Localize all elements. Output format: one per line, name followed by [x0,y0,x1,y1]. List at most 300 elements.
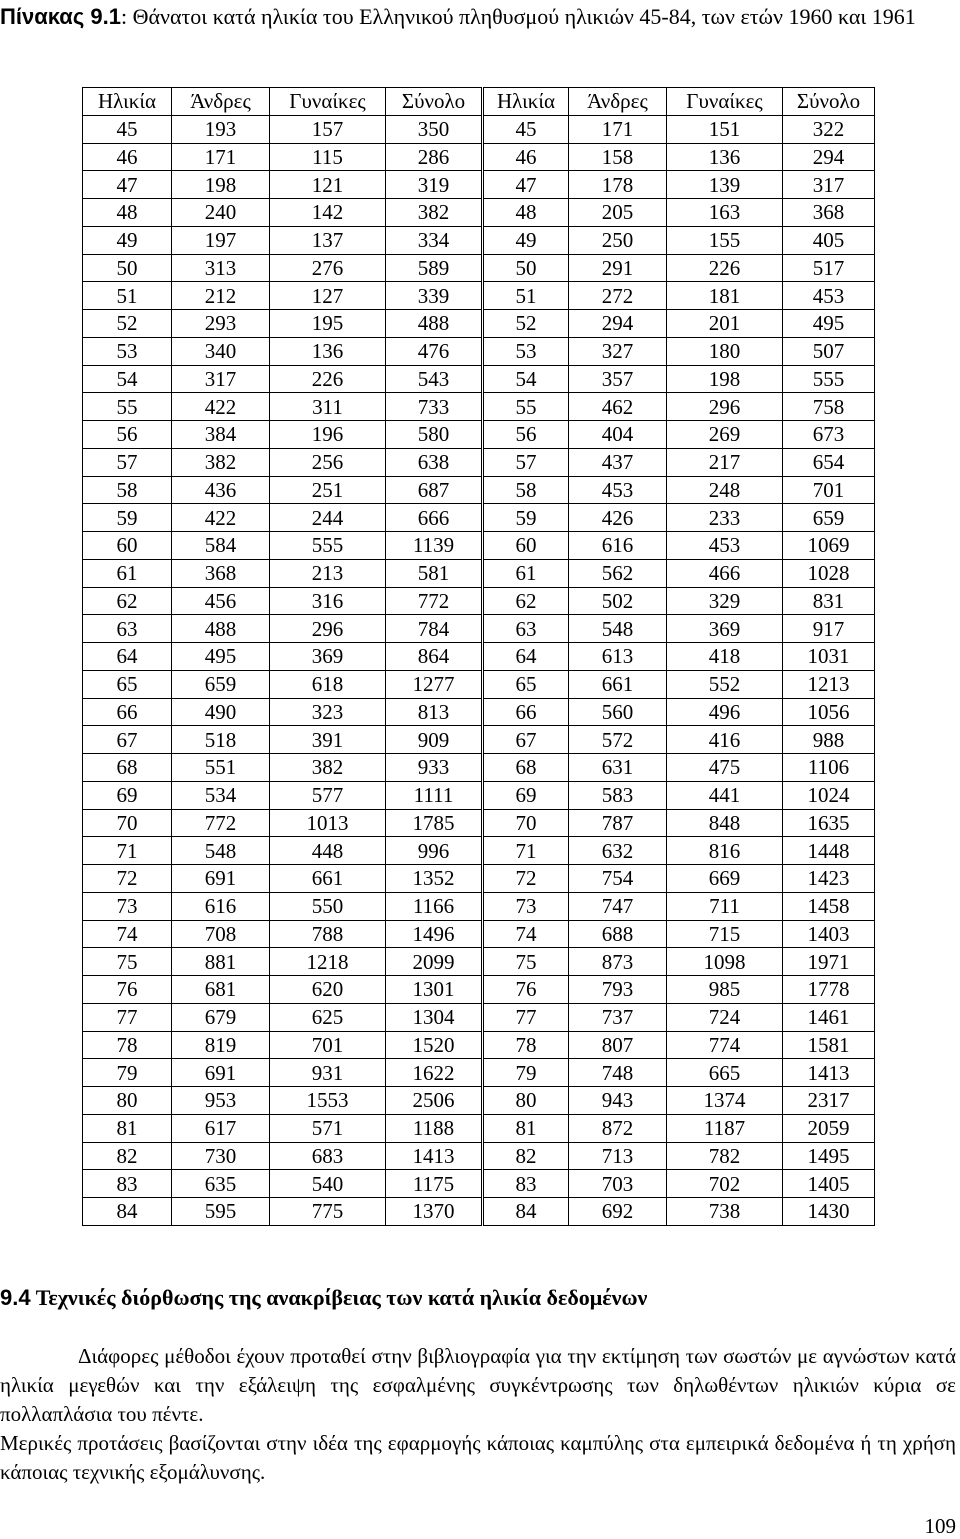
cell-women-1961: 181 [667,282,783,310]
cell-total-1960: 382 [386,199,483,227]
cell-men-1961: 703 [569,1170,667,1198]
cell-men-1960: 495 [172,643,270,671]
cell-total-1961: 1413 [783,1059,875,1087]
cell-age-1960: 69 [83,781,172,809]
cell-women-1961: 453 [667,532,783,560]
table-row [83,504,875,532]
cell-women-1960: 256 [270,448,386,476]
cell-total-1960: 933 [386,754,483,782]
cell-age-1960: 61 [83,559,172,587]
cell-men-1961: 692 [569,1198,667,1226]
cell-men-1961: 572 [569,726,667,754]
cell-women-1961: 248 [667,476,783,504]
cell-men-1960: 293 [172,310,270,338]
cell-age-1960: 47 [83,171,172,199]
cell-women-1960: 369 [270,643,386,671]
cell-men-1960: 340 [172,337,270,365]
cell-women-1961: 329 [667,587,783,615]
cell-total-1960: 2506 [386,1087,483,1115]
table-row [83,115,875,143]
cell-total-1960: 1520 [386,1031,483,1059]
cell-men-1960: 708 [172,920,270,948]
cell-women-1961: 441 [667,781,783,809]
cell-women-1961: 715 [667,920,783,948]
cell-age-1961: 81 [483,1114,569,1142]
cell-women-1960: 620 [270,976,386,1004]
cell-women-1961: 139 [667,171,783,199]
paragraph: Διάφορες μέθοδοι έχουν προταθεί στην βιβλιογραφία για την εκτίμηση των σωστών με αγνώστων κατά ηλικία μεγεθών και την εξάλειψη της εσφαλμένης συγκέντρωσης των δηλωθέντων ηλικιών κύρια σε πολλαπλάσια του πέντε. [0,1344,956,1426]
cell-men-1960: 617 [172,1114,270,1142]
cell-men-1961: 688 [569,920,667,948]
cell-men-1960: 819 [172,1031,270,1059]
cell-men-1960: 436 [172,476,270,504]
header-age-1960: Ηλικία [83,88,172,116]
table-row [83,226,875,254]
cell-men-1960: 659 [172,670,270,698]
cell-men-1960: 953 [172,1087,270,1115]
cell-total-1960: 1370 [386,1198,483,1226]
table-row [83,1031,875,1059]
table-row [83,892,875,920]
cell-total-1960: 1352 [386,865,483,893]
cell-men-1961: 754 [569,865,667,893]
cell-age-1960: 49 [83,226,172,254]
cell-men-1961: 205 [569,199,667,227]
cell-men-1961: 713 [569,1142,667,1170]
cell-age-1960: 57 [83,448,172,476]
cell-men-1960: 171 [172,143,270,171]
cell-total-1960: 638 [386,448,483,476]
cell-age-1960: 67 [83,726,172,754]
cell-women-1960: 195 [270,310,386,338]
table-row [83,1170,875,1198]
cell-age-1961: 48 [483,199,569,227]
cell-men-1960: 691 [172,1059,270,1087]
cell-age-1960: 68 [83,754,172,782]
cell-total-1961: 1031 [783,643,875,671]
cell-total-1960: 1188 [386,1114,483,1142]
section-title: Τεχνικές διόρθωσης της ανακρίβειας των κατά ηλικία δεδομένων [30,1285,648,1310]
cell-age-1961: 58 [483,476,569,504]
cell-women-1960: 1553 [270,1087,386,1115]
table-row [83,421,875,449]
cell-men-1960: 317 [172,365,270,393]
cell-total-1960: 350 [386,115,483,143]
table-row [83,559,875,587]
cell-men-1960: 679 [172,1003,270,1031]
cell-women-1960: 1218 [270,948,386,976]
cell-total-1960: 784 [386,615,483,643]
cell-men-1960: 197 [172,226,270,254]
cell-age-1961: 46 [483,143,569,171]
cell-women-1961: 416 [667,726,783,754]
cell-total-1960: 1304 [386,1003,483,1031]
cell-total-1961: 1461 [783,1003,875,1031]
cell-age-1961: 50 [483,254,569,282]
table-row [83,1142,875,1170]
cell-men-1960: 490 [172,698,270,726]
cell-age-1961: 62 [483,587,569,615]
cell-men-1961: 872 [569,1114,667,1142]
cell-total-1961: 1971 [783,948,875,976]
cell-age-1961: 79 [483,1059,569,1087]
cell-total-1960: 339 [386,282,483,310]
cell-age-1960: 79 [83,1059,172,1087]
cell-men-1961: 613 [569,643,667,671]
cell-men-1960: 534 [172,781,270,809]
cell-men-1960: 730 [172,1142,270,1170]
cell-men-1960: 616 [172,892,270,920]
cell-age-1960: 72 [83,865,172,893]
cell-age-1960: 82 [83,1142,172,1170]
cell-age-1960: 84 [83,1198,172,1226]
cell-total-1960: 733 [386,393,483,421]
cell-men-1961: 943 [569,1087,667,1115]
cell-age-1961: 57 [483,448,569,476]
cell-women-1961: 233 [667,504,783,532]
header-men-1961: Άνδρες [569,88,667,116]
table-row [83,532,875,560]
cell-age-1960: 48 [83,199,172,227]
cell-age-1960: 62 [83,587,172,615]
table-row [83,1114,875,1142]
cell-total-1961: 1069 [783,532,875,560]
cell-women-1960: 571 [270,1114,386,1142]
cell-age-1960: 76 [83,976,172,1004]
cell-men-1961: 250 [569,226,667,254]
cell-age-1960: 55 [83,393,172,421]
paragraph: Μερικές προτάσεις βασίζονται στην ιδέα της εφαρμογής κάποιας καμπύλης στα εμπειρικά δεδομένα ή τη χρήση κάποιας τεχνικής εξομάλυνσης. [0,1431,956,1484]
cell-men-1961: 583 [569,781,667,809]
cell-age-1961: 65 [483,670,569,698]
cell-age-1961: 69 [483,781,569,809]
cell-men-1961: 748 [569,1059,667,1087]
cell-age-1960: 78 [83,1031,172,1059]
cell-women-1960: 244 [270,504,386,532]
cell-age-1960: 71 [83,837,172,865]
cell-men-1961: 453 [569,476,667,504]
cell-women-1960: 121 [270,171,386,199]
cell-age-1961: 70 [483,809,569,837]
cell-age-1961: 74 [483,920,569,948]
cell-women-1961: 466 [667,559,783,587]
cell-total-1961: 517 [783,254,875,282]
table-row [83,587,875,615]
cell-total-1961: 1024 [783,781,875,809]
cell-women-1960: 577 [270,781,386,809]
cell-age-1961: 80 [483,1087,569,1115]
cell-women-1961: 151 [667,115,783,143]
cell-women-1961: 816 [667,837,783,865]
cell-total-1961: 1448 [783,837,875,865]
table-header-row [83,88,875,116]
cell-men-1960: 635 [172,1170,270,1198]
cell-total-1961: 1405 [783,1170,875,1198]
cell-men-1961: 327 [569,337,667,365]
cell-men-1961: 404 [569,421,667,449]
cell-women-1961: 418 [667,643,783,671]
cell-women-1961: 217 [667,448,783,476]
cell-men-1961: 793 [569,976,667,1004]
cell-age-1960: 54 [83,365,172,393]
cell-age-1960: 45 [83,115,172,143]
cell-total-1961: 2317 [783,1087,875,1115]
cell-age-1960: 60 [83,532,172,560]
header-total-1961: Σύνολο [783,88,875,116]
cell-men-1961: 357 [569,365,667,393]
cell-women-1961: 475 [667,754,783,782]
cell-age-1961: 61 [483,559,569,587]
cell-age-1960: 53 [83,337,172,365]
table-row [83,615,875,643]
cell-men-1960: 368 [172,559,270,587]
cell-total-1961: 917 [783,615,875,643]
cell-women-1960: 136 [270,337,386,365]
cell-women-1960: 555 [270,532,386,560]
cell-men-1960: 240 [172,199,270,227]
cell-men-1961: 502 [569,587,667,615]
cell-women-1961: 136 [667,143,783,171]
cell-total-1961: 673 [783,421,875,449]
cell-women-1961: 738 [667,1198,783,1226]
table-row [83,837,875,865]
cell-women-1961: 226 [667,254,783,282]
cell-men-1960: 691 [172,865,270,893]
cell-total-1960: 687 [386,476,483,504]
cell-women-1961: 198 [667,365,783,393]
table-row [83,365,875,393]
cell-age-1961: 71 [483,837,569,865]
cell-women-1961: 1098 [667,948,783,976]
table-row [83,199,875,227]
table-row [83,754,875,782]
cell-age-1960: 66 [83,698,172,726]
cell-women-1960: 625 [270,1003,386,1031]
cell-men-1961: 158 [569,143,667,171]
table-body [83,115,875,1225]
cell-age-1961: 64 [483,643,569,671]
cell-women-1961: 724 [667,1003,783,1031]
cell-total-1961: 1106 [783,754,875,782]
cell-women-1960: 540 [270,1170,386,1198]
cell-age-1961: 84 [483,1198,569,1226]
cell-women-1961: 552 [667,670,783,698]
cell-women-1960: 931 [270,1059,386,1087]
cell-total-1960: 813 [386,698,483,726]
cell-women-1961: 848 [667,809,783,837]
cell-men-1960: 772 [172,809,270,837]
cell-total-1960: 580 [386,421,483,449]
table-row [83,948,875,976]
cell-total-1961: 322 [783,115,875,143]
cell-total-1961: 1213 [783,670,875,698]
cell-men-1961: 294 [569,310,667,338]
cell-total-1961: 368 [783,199,875,227]
cell-total-1960: 334 [386,226,483,254]
cell-age-1960: 73 [83,892,172,920]
table-row [83,254,875,282]
cell-age-1961: 66 [483,698,569,726]
cell-men-1961: 631 [569,754,667,782]
cell-age-1960: 58 [83,476,172,504]
cell-women-1960: 775 [270,1198,386,1226]
cell-women-1960: 296 [270,615,386,643]
cell-women-1960: 196 [270,421,386,449]
cell-men-1960: 212 [172,282,270,310]
cell-women-1961: 269 [667,421,783,449]
cell-men-1961: 632 [569,837,667,865]
cell-women-1960: 323 [270,698,386,726]
cell-age-1961: 78 [483,1031,569,1059]
cell-women-1961: 702 [667,1170,783,1198]
cell-total-1960: 581 [386,559,483,587]
table-row [83,726,875,754]
cell-women-1960: 618 [270,670,386,698]
table-row [83,781,875,809]
cell-total-1960: 286 [386,143,483,171]
cell-men-1961: 462 [569,393,667,421]
cell-age-1960: 75 [83,948,172,976]
cell-men-1961: 426 [569,504,667,532]
cell-men-1960: 456 [172,587,270,615]
cell-men-1960: 548 [172,837,270,865]
cell-total-1961: 1430 [783,1198,875,1226]
header-men-1960: Άνδρες [172,88,270,116]
cell-total-1961: 495 [783,310,875,338]
cell-women-1961: 201 [667,310,783,338]
cell-men-1960: 422 [172,393,270,421]
cell-age-1960: 52 [83,310,172,338]
table-caption [0,2,960,32]
table-row [83,920,875,948]
cell-men-1960: 382 [172,448,270,476]
cell-women-1961: 782 [667,1142,783,1170]
cell-women-1961: 163 [667,199,783,227]
cell-age-1961: 63 [483,615,569,643]
cell-total-1960: 488 [386,310,483,338]
table-row [83,171,875,199]
cell-age-1961: 52 [483,310,569,338]
cell-women-1960: 316 [270,587,386,615]
cell-men-1961: 873 [569,948,667,976]
table-row [83,1087,875,1115]
cell-women-1961: 669 [667,865,783,893]
cell-age-1961: 67 [483,726,569,754]
cell-women-1960: 127 [270,282,386,310]
cell-total-1960: 1413 [386,1142,483,1170]
cell-women-1960: 382 [270,754,386,782]
cell-total-1961: 758 [783,393,875,421]
cell-total-1960: 476 [386,337,483,365]
cell-women-1961: 180 [667,337,783,365]
cell-women-1960: 661 [270,865,386,893]
table-row [83,670,875,698]
cell-age-1960: 56 [83,421,172,449]
cell-women-1961: 296 [667,393,783,421]
cell-women-1960: 391 [270,726,386,754]
cell-total-1960: 319 [386,171,483,199]
cell-total-1961: 1056 [783,698,875,726]
cell-total-1961: 2059 [783,1114,875,1142]
table-row [83,1003,875,1031]
cell-women-1961: 496 [667,698,783,726]
cell-men-1961: 437 [569,448,667,476]
cell-men-1961: 661 [569,670,667,698]
cell-age-1961: 45 [483,115,569,143]
cell-age-1961: 76 [483,976,569,1004]
cell-total-1960: 1175 [386,1170,483,1198]
cell-men-1960: 551 [172,754,270,782]
table-row [83,643,875,671]
table-caption-text: : Θάνατοι κατά ηλικία του Ελληνικού πληθυσμού ηλικιών 45-84, των ετών 1960 και 1961 [120,4,916,29]
cell-age-1961: 75 [483,948,569,976]
cell-age-1961: 54 [483,365,569,393]
cell-total-1961: 1495 [783,1142,875,1170]
cell-total-1961: 555 [783,365,875,393]
page-number: 109 [924,1514,956,1538]
cell-men-1960: 584 [172,532,270,560]
cell-total-1961: 317 [783,171,875,199]
cell-women-1961: 774 [667,1031,783,1059]
cell-men-1960: 881 [172,948,270,976]
table-row [83,865,875,893]
cell-women-1960: 788 [270,920,386,948]
cell-women-1961: 369 [667,615,783,643]
cell-age-1961: 49 [483,226,569,254]
cell-total-1961: 654 [783,448,875,476]
header-women-1960: Γυναίκες [270,88,386,116]
cell-age-1961: 56 [483,421,569,449]
cell-age-1960: 83 [83,1170,172,1198]
cell-total-1960: 1166 [386,892,483,920]
cell-age-1960: 74 [83,920,172,948]
cell-total-1961: 507 [783,337,875,365]
table-row [83,1198,875,1226]
cell-age-1961: 60 [483,532,569,560]
cell-men-1961: 171 [569,115,667,143]
cell-age-1961: 47 [483,171,569,199]
cell-men-1960: 384 [172,421,270,449]
cell-total-1960: 666 [386,504,483,532]
cell-men-1960: 198 [172,171,270,199]
cell-total-1960: 1277 [386,670,483,698]
cell-age-1960: 59 [83,504,172,532]
cell-total-1961: 294 [783,143,875,171]
cell-total-1961: 831 [783,587,875,615]
cell-men-1961: 178 [569,171,667,199]
cell-men-1960: 488 [172,615,270,643]
table-row [83,310,875,338]
cell-men-1960: 313 [172,254,270,282]
table-row [83,393,875,421]
cell-men-1960: 595 [172,1198,270,1226]
cell-age-1961: 51 [483,282,569,310]
cell-men-1961: 560 [569,698,667,726]
cell-age-1960: 51 [83,282,172,310]
cell-total-1961: 1028 [783,559,875,587]
cell-age-1960: 77 [83,1003,172,1031]
cell-men-1961: 747 [569,892,667,920]
cell-women-1960: 213 [270,559,386,587]
cell-total-1960: 996 [386,837,483,865]
cell-men-1961: 616 [569,532,667,560]
cell-total-1960: 1139 [386,532,483,560]
cell-men-1961: 548 [569,615,667,643]
table-row [83,976,875,1004]
cell-age-1960: 46 [83,143,172,171]
header-total-1960: Σύνολο [386,88,483,116]
cell-total-1961: 659 [783,504,875,532]
